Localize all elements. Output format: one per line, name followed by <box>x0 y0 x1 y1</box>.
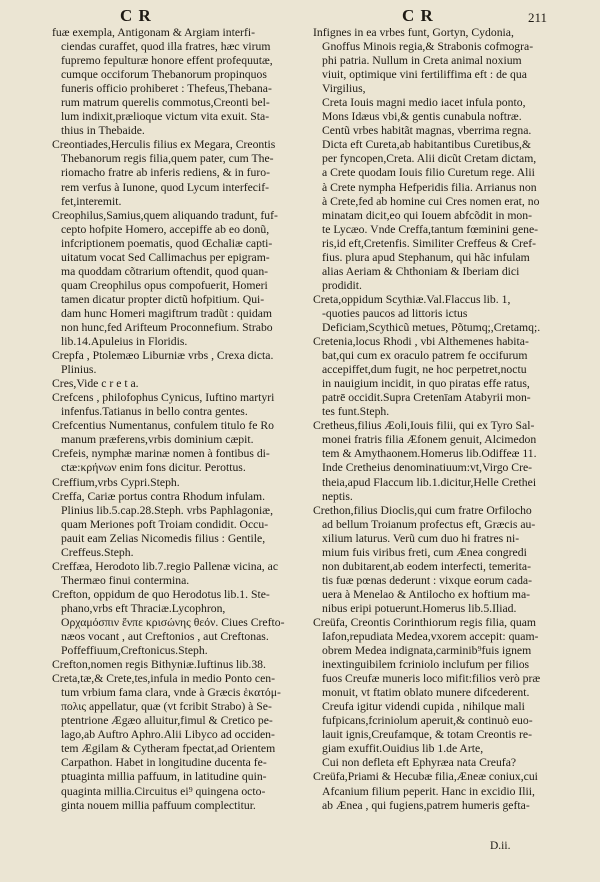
text-line: phano,vrbs eft Thraciæ.Lycophron, <box>61 601 226 615</box>
text-line: xilium laturus. Verũ cum duo hi fratres ni- <box>322 531 520 545</box>
text-line: monuit, vt ftatim oblato munere difcederent. <box>322 686 530 700</box>
text-line: Creffium,vrbs Cypri.Steph. <box>52 475 180 489</box>
text-line: ma quoddam cõtrarium oftendit, quod quan- <box>61 264 269 278</box>
text-line: fius. plura apud Stephanum, qui hãc infulam <box>322 250 530 264</box>
text-line: Cretheus,filius Æoli,Iouis filii, qui ex Tyro Sal- <box>313 419 535 433</box>
text-line: lib.14.Apuleius in Floridis. <box>61 335 188 349</box>
text-line: Afcanium filium peperit. Hanc in excidio Ilii, <box>322 784 535 798</box>
text-line: rum matrum querelis commotus,Creonti bel- <box>61 96 270 110</box>
dictionary-entry <box>52 490 300 560</box>
text-line: per fyncopen,Creta. Alii dicũt Cretam dictam, <box>322 152 537 166</box>
text-line: monei fratris filia Æfonem genuit, Alcimedon <box>322 433 537 447</box>
text-line: viuit, optimique vini fertiliffima eft : de qua <box>322 68 527 82</box>
text-line: obrem Medea indignata,carminib⁹fuis ignem <box>322 644 532 658</box>
dictionary-entry <box>313 616 561 771</box>
text-line: Cretenia,locus Rhodi , vbi Althemenes habita- <box>313 335 529 349</box>
text-line: à Crete,fed ab homine cui Cres nomen erat, no <box>322 194 540 208</box>
text-line: thius in Thebaide. <box>61 124 145 138</box>
text-line: tem & Amythaonem.Homerus lib.Odiffeæ 11. <box>322 447 537 461</box>
text-line: Crethon,filius Dioclis,qui cum fratre Orfilocho <box>313 503 532 517</box>
text-line: riomacho fratre ab inferis rediens, & in furo- <box>61 166 270 180</box>
text-line: tamen dicatur propter dictũ hofpitium. Qui- <box>61 292 265 306</box>
text-line: phi patria. Nullum in Creta animal noxium <box>322 54 522 68</box>
text-line: cumque occiforum Thebanorum propinquos <box>61 68 267 82</box>
right-column <box>313 26 561 813</box>
dictionary-entry <box>52 138 300 208</box>
text-line: fufpicans,fcriniolum aperuit,& continuò euo- <box>322 714 533 728</box>
text-line: tem Ægilam & Cytheram fpectat,ad Orientem <box>61 742 276 756</box>
text-line: manum præferens,vrbis dominium cæpit. <box>61 433 254 447</box>
text-line: uera à Menelao & Antilocho ex hoftium ma- <box>322 587 531 601</box>
text-line: Dicta eft Cureta,ab habitantibus Curetibus,& <box>322 138 532 152</box>
header-letters-left: C R <box>120 6 152 25</box>
text-line: non dubitarent,ab eodem interfecti, temerita- <box>322 559 531 573</box>
text-line: fuos Creufæ muneris loco mifit:filios verò præ <box>322 672 541 686</box>
dictionary-entry <box>52 588 300 658</box>
text-line: Deficiam,Scythicũ metues, Põtumq;,Cretamq;. <box>322 320 541 334</box>
text-line: Creta Iouis magni medio iacet infula ponto, <box>322 96 526 110</box>
text-line: tes funt.Steph. <box>322 405 390 419</box>
text-line: prodidit. <box>322 278 362 292</box>
text-line: ctæ:κρήνων enim fons dicitur. Perottus. <box>61 461 246 475</box>
dictionary-entry <box>52 209 300 349</box>
text-line: à Crete nympha Hefperidis filia. Arrianus non <box>322 180 537 194</box>
text-line: cepto hofpite Homero, accepiffe ab eo donũ, <box>61 222 270 236</box>
dictionary-entry <box>313 293 561 335</box>
text-line: Creüfa,Priami & Hecubæ filia,Æneæ coniux,cui <box>313 770 538 784</box>
text-line: Creophilus,Samius,quem aliquando tradunt, fuf- <box>52 208 278 222</box>
text-line: Crepfa , Ptolemæo Liburniæ vrbs , Crexa dicta. <box>52 349 274 363</box>
header-letters-right: C R <box>402 6 434 25</box>
text-line: bat,qui cum ex oraculo patrem fe occifurum <box>322 349 528 363</box>
text-line: Virgilius, <box>322 82 366 96</box>
text-line: Poffeffiuum,Creftonicus.Steph. <box>61 644 208 658</box>
text-line: dam hunc Homeri magiftrum tradũt : quidam <box>61 306 272 320</box>
text-line: Infignes in ea vrbes funt, Gortyn, Cydonia, <box>313 26 514 39</box>
text-line: næos vocant , aut Creftonios , aut Creftonas. <box>61 630 269 644</box>
dictionary-entry <box>313 26 561 293</box>
text-line: rem verfus à Iunone, quod Lycum interfecif- <box>61 180 270 194</box>
dictionary-entry <box>52 349 300 377</box>
text-line: Crefcentius Numentanus, confulem titulo fe Ro <box>52 419 275 433</box>
text-line: Centũ vrbes habitãt magnas, vberrima regna. <box>322 124 532 138</box>
text-line: ris,id eft,Cretenfis. Similiter Creffeus & Cref- <box>322 236 537 250</box>
dictionary-entry <box>52 658 300 672</box>
text-line: ab Ænea , qui fugiens,patrem humeris gefta- <box>322 798 530 812</box>
text-line: uitatum vocat Sed Callimachus per epigram- <box>61 250 270 264</box>
text-line: Carpathon. Habet in longitudine ducenta fe- <box>61 756 267 770</box>
text-line: quam Creophilus opus compofuerit, Homeri <box>61 278 268 292</box>
text-line: neptis. <box>322 489 353 503</box>
dictionary-entry <box>313 770 561 812</box>
text-line: fupremo fepulturæ honore effent profequutæ, <box>61 54 273 68</box>
text-line: giam exuffit.Ouidius lib 1.de Arte, <box>322 742 484 756</box>
text-line: Creta,oppidum Scythiæ.Val.Flaccus lib. 1, <box>313 292 511 306</box>
text-line: inextinguibilem fcriniolo inclufum per filios <box>322 658 530 672</box>
text-line: fuæ exempla, Antigonam & Argiam interfi- <box>52 26 255 39</box>
text-line: non hunc,fed Arifteum Proconnefium. Strabo <box>61 320 273 334</box>
text-line: minatam dicit,eo qui Iouem abfcõdit in mon- <box>322 208 532 222</box>
text-line: Plinius lib.5.cap.28.Steph. vrbs Paphlagoniæ, <box>61 503 273 517</box>
text-line: nibus eripi potuerunt.Homerus lib.5.Iliad. <box>322 601 517 615</box>
text-line: mium fuis viribus freti, cum Ænea congredi <box>322 545 527 559</box>
text-line: theia,apud Flaccum lib.1.dicitur,Helle Crethei <box>322 475 537 489</box>
text-line: πολις appellatur, quæ (vt fcribit Strabo) à Se- <box>61 700 272 714</box>
text-line: tis fuæ pœnas dederunt : vixque eorum cada- <box>322 573 532 587</box>
text-line: Cres,Vide c r e t a. <box>52 377 139 391</box>
text-line: lago,ab Auftro Aphro.Alii Libyco ad occiden- <box>61 728 275 742</box>
dictionary-entry <box>52 391 300 419</box>
dictionary-entry <box>52 476 300 490</box>
text-line: pauit eam Zelias Nicomedis filius : Gentile, <box>61 531 266 545</box>
text-line: Creffeus.Steph. <box>61 545 134 559</box>
text-line: funeris officio prohiberet : Thefeus,Thebana- <box>61 82 272 96</box>
text-line: alias Aeriam & Chthoniam & Iberiam dici <box>322 264 520 278</box>
text-line: Creffæa, Herodoto lib.7.regio Pallenæ vicina, ac <box>52 559 279 573</box>
text-line: Creüfa, Creontis Corinthiorum regis filia, quam <box>313 615 536 629</box>
text-line: Thermæo finui contermina. <box>61 573 190 587</box>
dictionary-entry <box>52 26 300 138</box>
text-line: a Crete quodam Iouis filio Curetum rege. Alii <box>322 166 535 180</box>
text-line: Crefton, oppidum de quo Herodotus lib.1. Ste- <box>52 587 270 601</box>
text-line: ptuaginta millia paffuum, in latitudine quin- <box>61 770 267 784</box>
text-line: Thebanorum regis filia,quem pater, cum The- <box>61 152 274 166</box>
text-line: Crefeis, nymphæ marinæ nomen à fontibus di- <box>52 447 270 461</box>
page-number: 211 <box>528 10 548 25</box>
text-line: fet,interemit. <box>61 194 122 208</box>
text-line: Inde Cretheius denominatiuum:vt,Virgo Cre- <box>322 461 533 475</box>
text-line: Plinius. <box>61 363 97 377</box>
text-line: infenfus.Tatianus in bello contra gentes. <box>61 405 248 419</box>
text-line: ciendas curaffet, quod illa fratres, hæc virum <box>61 40 271 54</box>
text-line: Creffa, Cariæ portus contra Rhodum infulam. <box>52 489 266 503</box>
text-line: infcriptionem poematis, quod Œchaliæ capti- <box>61 236 273 250</box>
text-line: Creontiades,Herculis filius ex Megara, Creontis <box>52 138 276 152</box>
text-line: Ορχαμόσπιν ἔνπε κρισώνης θεόν. Ciues Crefto- <box>61 615 285 629</box>
left-column <box>52 26 300 813</box>
dictionary-entry <box>52 560 300 588</box>
text-line: ad bellum Troianum profectus eft, Græcis au- <box>322 517 536 531</box>
text-line: tum vrbium fama clara, vnde à Græcis ἑκατόμ- <box>61 686 281 700</box>
text-line: ginta nouem millia paffuum complectitur. <box>61 798 256 812</box>
text-line: te Lycæo. Vnde Creffa,tantum fœminini gene- <box>322 222 539 236</box>
text-line: lauit ignis,Creufamque, & totam Creontis re- <box>322 728 533 742</box>
dictionary-entry <box>313 335 561 419</box>
running-header <box>0 6 600 28</box>
text-line: Gnoffus Minois regia,& Strabonis cofmogra- <box>322 40 534 54</box>
text-line: accepiffet,dum fugit, ne hoc perpetret,noctu <box>322 363 527 377</box>
text-line: Creta,tæ,& Crete,tes,infula in medio Ponto cen- <box>52 672 275 686</box>
dictionary-entry <box>52 447 300 475</box>
text-line: -quoties paucos ad littoris ictus <box>322 306 468 320</box>
text-line: Mons Idæus vbi,& gentis cunabula noftræ. <box>322 110 522 124</box>
text-line: patrē occidit.Supra Cretenīam Atabyrii mon- <box>322 391 531 405</box>
dictionary-entry <box>313 419 561 503</box>
text-line: quam Meriones poft Troiam condidit. Occu- <box>61 517 269 531</box>
dictionary-entry <box>313 504 561 616</box>
text-line: in nauigium incidit, in quo piratas effe ratus, <box>322 377 530 391</box>
text-line: quaginta millia.Circuitus ei⁹ quingena octo- <box>61 784 266 798</box>
dictionary-entry <box>52 672 300 812</box>
text-line: Crefton,nomen regis Bithyniæ.Iuftinus lib.38. <box>52 658 266 672</box>
catchword: D.ii. <box>490 840 511 852</box>
text-line: lum indixit,prælioque victum vita exuit. Sta- <box>61 110 270 124</box>
text-line: Creufa igitur videndi cupida , nihilque mali <box>322 700 525 714</box>
text-line: Iafon,repudiata Medea,vxorem accepit: quam- <box>322 630 539 644</box>
text-line: Crefcens , philofophus Cynicus, Iuftino martyri <box>52 391 275 405</box>
dictionary-entry <box>52 419 300 447</box>
dictionary-entry <box>52 377 300 391</box>
text-line: Cui non defleta eft Ephyræa nata Creufa? <box>322 756 517 770</box>
text-line: ptentrione Ægæo alluitur,fimul & Cretico pe- <box>61 714 273 728</box>
